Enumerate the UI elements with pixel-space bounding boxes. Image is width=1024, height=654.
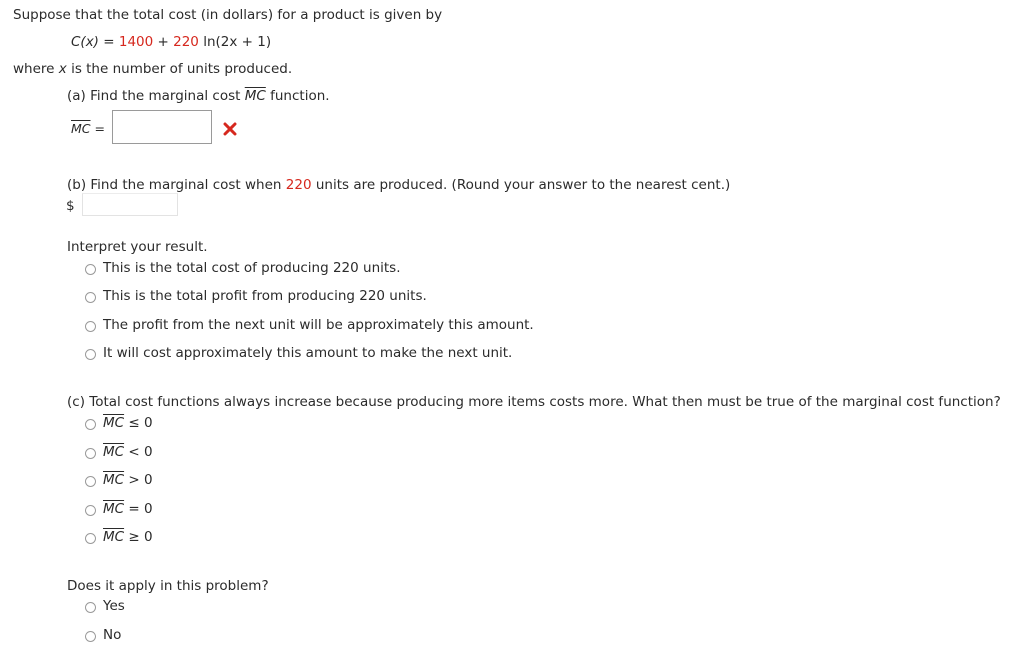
mc-option-label[interactable] [103, 415, 153, 431]
dollar-sign: $ [66, 198, 75, 214]
part-b-prompt-pre: (b) Find the marginal cost when [67, 177, 282, 193]
problem-intro: Suppose that the total cost (in dollars) for a product is given by [13, 7, 443, 23]
equation-lhs: C(x) [71, 34, 99, 50]
marginal-cost-value-input[interactable] [82, 193, 178, 216]
apply-option-label[interactable]: Yes [103, 598, 125, 614]
part-a-prompt-post: function. [270, 88, 330, 104]
red-x-icon [223, 122, 237, 136]
equation-plus: + [157, 34, 169, 50]
mc-symbol: $\overline{MC}$ [103, 472, 125, 488]
where-variable: x [58, 61, 67, 77]
marginal-cost-function-input[interactable] [112, 110, 212, 144]
mc-condition: ≤ 0 [128, 415, 153, 431]
interpret-option-label[interactable]: This is the total profit from producing 220 units. [103, 288, 427, 304]
mc-symbol: $\overline{MC}$ [103, 415, 125, 431]
mc-condition: < 0 [128, 444, 153, 460]
mc-option-label[interactable] [103, 472, 153, 488]
where-prefix: where [13, 61, 55, 77]
mc-condition: > 0 [128, 472, 153, 488]
variable-definition [13, 61, 292, 77]
interpret-label: Interpret your result. [67, 239, 208, 255]
part-b-prompt [67, 177, 730, 193]
equation-coefficient: 220 [173, 34, 199, 50]
radio-button[interactable] [85, 419, 96, 430]
where-suffix: is the number of units produced. [71, 61, 293, 77]
interpret-option-label[interactable]: It will cost approximately this amount to make the next unit. [103, 345, 513, 361]
apply-label: Does it apply in this problem? [67, 578, 269, 594]
mc-condition: ≥ 0 [128, 529, 153, 545]
mc-option-label[interactable] [103, 444, 153, 460]
part-a-mc: $\overline{MC}$ [244, 88, 266, 104]
part-b-units: 220 [285, 177, 312, 193]
part-a-prompt-pre: (a) Find the marginal cost [67, 88, 241, 104]
part-a-input-label-mc: $\overline{MC}$ [71, 121, 91, 136]
radio-button[interactable] [85, 349, 96, 360]
radio-button[interactable] [85, 533, 96, 544]
mc-condition: = 0 [128, 501, 153, 517]
radio-button[interactable] [85, 321, 96, 332]
equation-tail: ln(2x + 1) [203, 34, 272, 50]
mc-option-label[interactable] [103, 501, 153, 517]
interpret-option-label[interactable]: This is the total cost of producing 220 units. [103, 260, 401, 276]
mc-symbol: $\overline{MC}$ [103, 501, 125, 517]
mc-symbol: $\overline{MC}$ [103, 529, 125, 545]
radio-button[interactable] [85, 602, 96, 613]
apply-option-label[interactable]: No [103, 627, 122, 643]
mc-symbol: $\overline{MC}$ [103, 444, 125, 460]
radio-button[interactable] [85, 264, 96, 275]
interpret-option-label[interactable]: The profit from the next unit will be approximately this amount. [103, 317, 534, 333]
mc-option-label[interactable] [103, 529, 153, 545]
radio-button[interactable] [85, 505, 96, 516]
equation-equals: = [103, 34, 115, 50]
radio-button[interactable] [85, 292, 96, 303]
part-a-input-label-eq: = [94, 121, 105, 136]
radio-button[interactable] [85, 476, 96, 487]
radio-button[interactable] [85, 631, 96, 642]
part-a-input-label [71, 121, 105, 136]
equation-constant: 1400 [118, 34, 154, 50]
part-a-prompt [67, 88, 330, 104]
cost-equation [71, 34, 271, 50]
part-c-prompt: (c) Total cost functions always increase because producing more items costs more. What then must be true of the marginal cost function? [67, 394, 1001, 410]
part-b-prompt-post: units are produced. (Round your answer to the nearest cent.) [315, 177, 731, 193]
radio-button[interactable] [85, 448, 96, 459]
